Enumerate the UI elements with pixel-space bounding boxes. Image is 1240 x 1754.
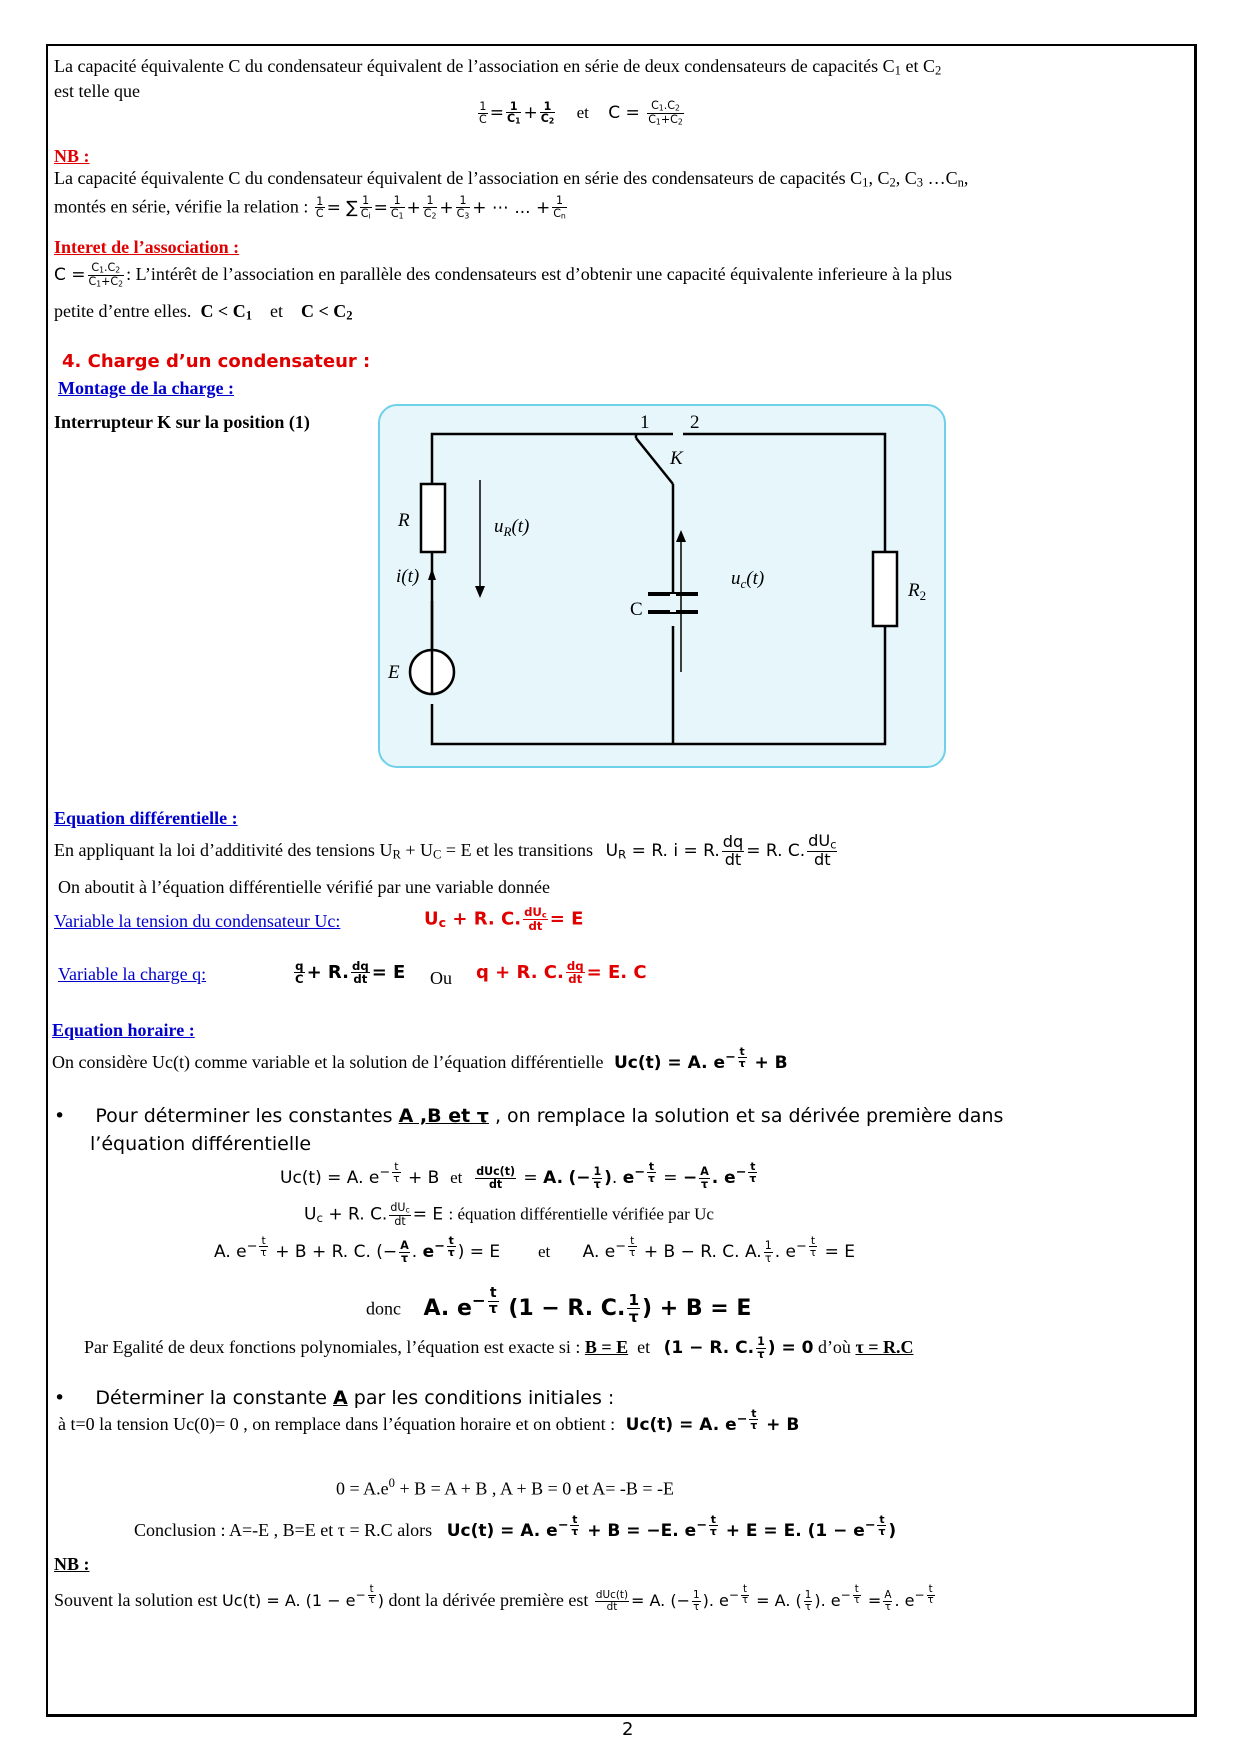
r2-label: $R_2$ [908, 580, 927, 603]
nb2-line: Souvent la solution est Uc(t) = A. ($1 - e^{- \frac{t}{\tau}}$ ) dont la dérivée première est dUc(t) dt = A. (− $\frac{1}{\tau}$ ). $e^{- \frac{t}{\tau}}$ = A. ( $\frac{1}{\tau}$ ). $e^{- \frac{t}{\tau}}$ = $\frac{A}{\tau}$ . $e^{- \frac{t}{\tau}}$ [54, 1583, 934, 1613]
bullet-constants: • Pour déterminer les constantes A ,B et τ , on remplace la solution et sa dérivée première dans [54, 1105, 1004, 1127]
switch-note: Interrupteur K sur la position (1) [54, 412, 310, 432]
eq-q: $\frac{q}{C}$ + R. $\frac{dq}{dt}$ = E [295, 959, 406, 987]
interet-line1: C = $\frac{C1.C2}{C1+C2}$ : L’intérêt de l’association en parallèle des condensateurs est d’obtenir une capacité équivalente inferieure à la plus [54, 261, 953, 289]
donc-line: donc A. $e^{- \frac{t}{\tau}}$ (1 − R. C. $\frac{1}{\tau}$ ) + B = E [366, 1284, 752, 1327]
switch-pos2-label: 2 [690, 412, 700, 433]
horaire-line1: On considère Uc(t) comme variable et la solution de l’équation différentielle Uc(t) = A. $e^{- \frac{t}{\tau}}$ + B [52, 1044, 788, 1073]
switch-pos1-label: 1 [640, 412, 650, 433]
ou-label: Ou [430, 968, 452, 988]
egalite-line: Par Egalité de deux fonctions polynomiales, l’équation est exacte si : B = E et (1 − R. C. $\frac{1}{\tau}$ ) = 0 d’où τ = R.C [84, 1335, 914, 1361]
current-label: i(t) [396, 566, 420, 587]
page-number: 2 [622, 1719, 634, 1740]
ur-label: $u_R(t)$ [494, 516, 530, 539]
horaire-title: Equation horaire : [52, 1020, 195, 1040]
switch-label: K [670, 448, 683, 469]
nb1-line1: La capacité équivalente C du condensateur équivalent de l’association en série des condensateurs de capacités $C_1$, $C_2$, $C_3$ $\dots C_n$, [54, 168, 969, 190]
eq-q-alt: q + R. C. $\frac{dq}{dt}$ = E. C [476, 959, 647, 987]
eq-uc: $U_c + R$. C. $dU_c$ dt = E [424, 905, 584, 934]
eqdiff-recall: Uc + R. C. dUc dt = E : équation différentielle vérifiée par Uc [304, 1201, 714, 1228]
interet-title: Interet de l’association : [54, 237, 240, 257]
circuit-background [379, 405, 945, 767]
source-label: E [388, 662, 400, 683]
interet-line2: petite d’entre elles. $C < C_1$ et $C < C_2$ [54, 301, 353, 323]
resistor-r [421, 484, 445, 552]
substitution: A. $e^{- \frac{t}{\tau}}$ + B + R. C. (− $\frac{A}{\tau}$ . $e^{- \frac{t}{\tau}}$ ) = E et A. $e^{- \frac{t}{\tau}}$ + B − R. C. A. $\frac{1}{\tau}$ . $e^{- \frac{t}{\tau}}$ = E [214, 1233, 856, 1265]
conclusion-line: Conclusion : A=-E , B=E et τ = R.C alors Uc(t) = A. $e^{- \frac{t}{\tau}}$ + B = −E. $e^{- \frac{t}{\tau}}$ + E = E. ($1 - e^{- \frac{t}{\tau}}$ ) [134, 1512, 897, 1541]
var-q-label: Variable la charge q: [58, 964, 207, 984]
intro-line1: La capacité équivalente C du condensateur équivalent de l’association en série de deux condensateurs de capacités $C_1$ et $C_2$ [54, 56, 942, 78]
nb1-line2: montés en série, vérifie la relation : $\frac{1}{C}$ = ∑ $\frac{1}{Ci}$ = $\frac{1}{C1}$ + $\frac{1}{C2}$ + $\frac{1}{C3}$ + ⋯ ... + $\frac{1}{Cn}$ [54, 194, 566, 221]
var-uc-label: Variable la tension du condensateur Uc: [54, 911, 341, 931]
nb-title: NB : [54, 146, 90, 166]
nb2-title: NB : [54, 1554, 90, 1574]
capacitor-label: C [630, 599, 643, 620]
section-4-title: 4. Charge d’un condensateur : [62, 351, 371, 372]
bullet-constants-cont: l’équation différentielle [90, 1133, 312, 1155]
series-formula: $\frac{1}{C}$ = $\frac{1}{C1}$ + $\frac{1}{C2}$ et C = $\frac{C1.C2}{C1+C2}$ [479, 99, 683, 127]
eqdiff-title: Equation différentielle : [54, 808, 238, 828]
resistor-r2 [873, 552, 897, 626]
eqdiff-line2: On aboutit à l’équation différentielle vérifié par une variable donnée [58, 877, 550, 897]
charge-circuit-diagram [378, 404, 946, 768]
ci-line: à t=0 la tension Uc(0)= 0 , on remplace dans l’équation horaire et on obtient : Uc(t) = A. $e^{- \frac{t}{\tau}}$ + B [58, 1406, 800, 1435]
zero-line: $0 = A.e^0 + B = A + B$ , A + B = 0 et A= -B = -E [336, 1476, 675, 1499]
intro-line2: est telle que [54, 81, 140, 101]
solution-derivative: Uc(t) = A. $e^{- \frac{t}{\tau}}$ + B et dUc(t) dt = A. (− $\frac{1}{\tau}$ ). $e^{- \frac{t}{\tau}}$ = − $\frac{A}{\tau}$ . $e^{- \frac{t}{\tau}}$ [280, 1159, 757, 1191]
resistor-label: R [398, 510, 410, 531]
montage-title: Montage de la charge : [58, 378, 234, 398]
eqdiff-line1: En appliquant la loi d’additivité des tensions $U_R + U_C = E$ et les transitions UR = R. i = R. $\frac{dq}{dt}$ = R. C. $dU_c$ dt [54, 831, 837, 870]
uc-label: $u_c(t)$ [731, 568, 765, 591]
bullet-constant-a: • Déterminer la constante A par les conditions initiales : [54, 1387, 615, 1409]
